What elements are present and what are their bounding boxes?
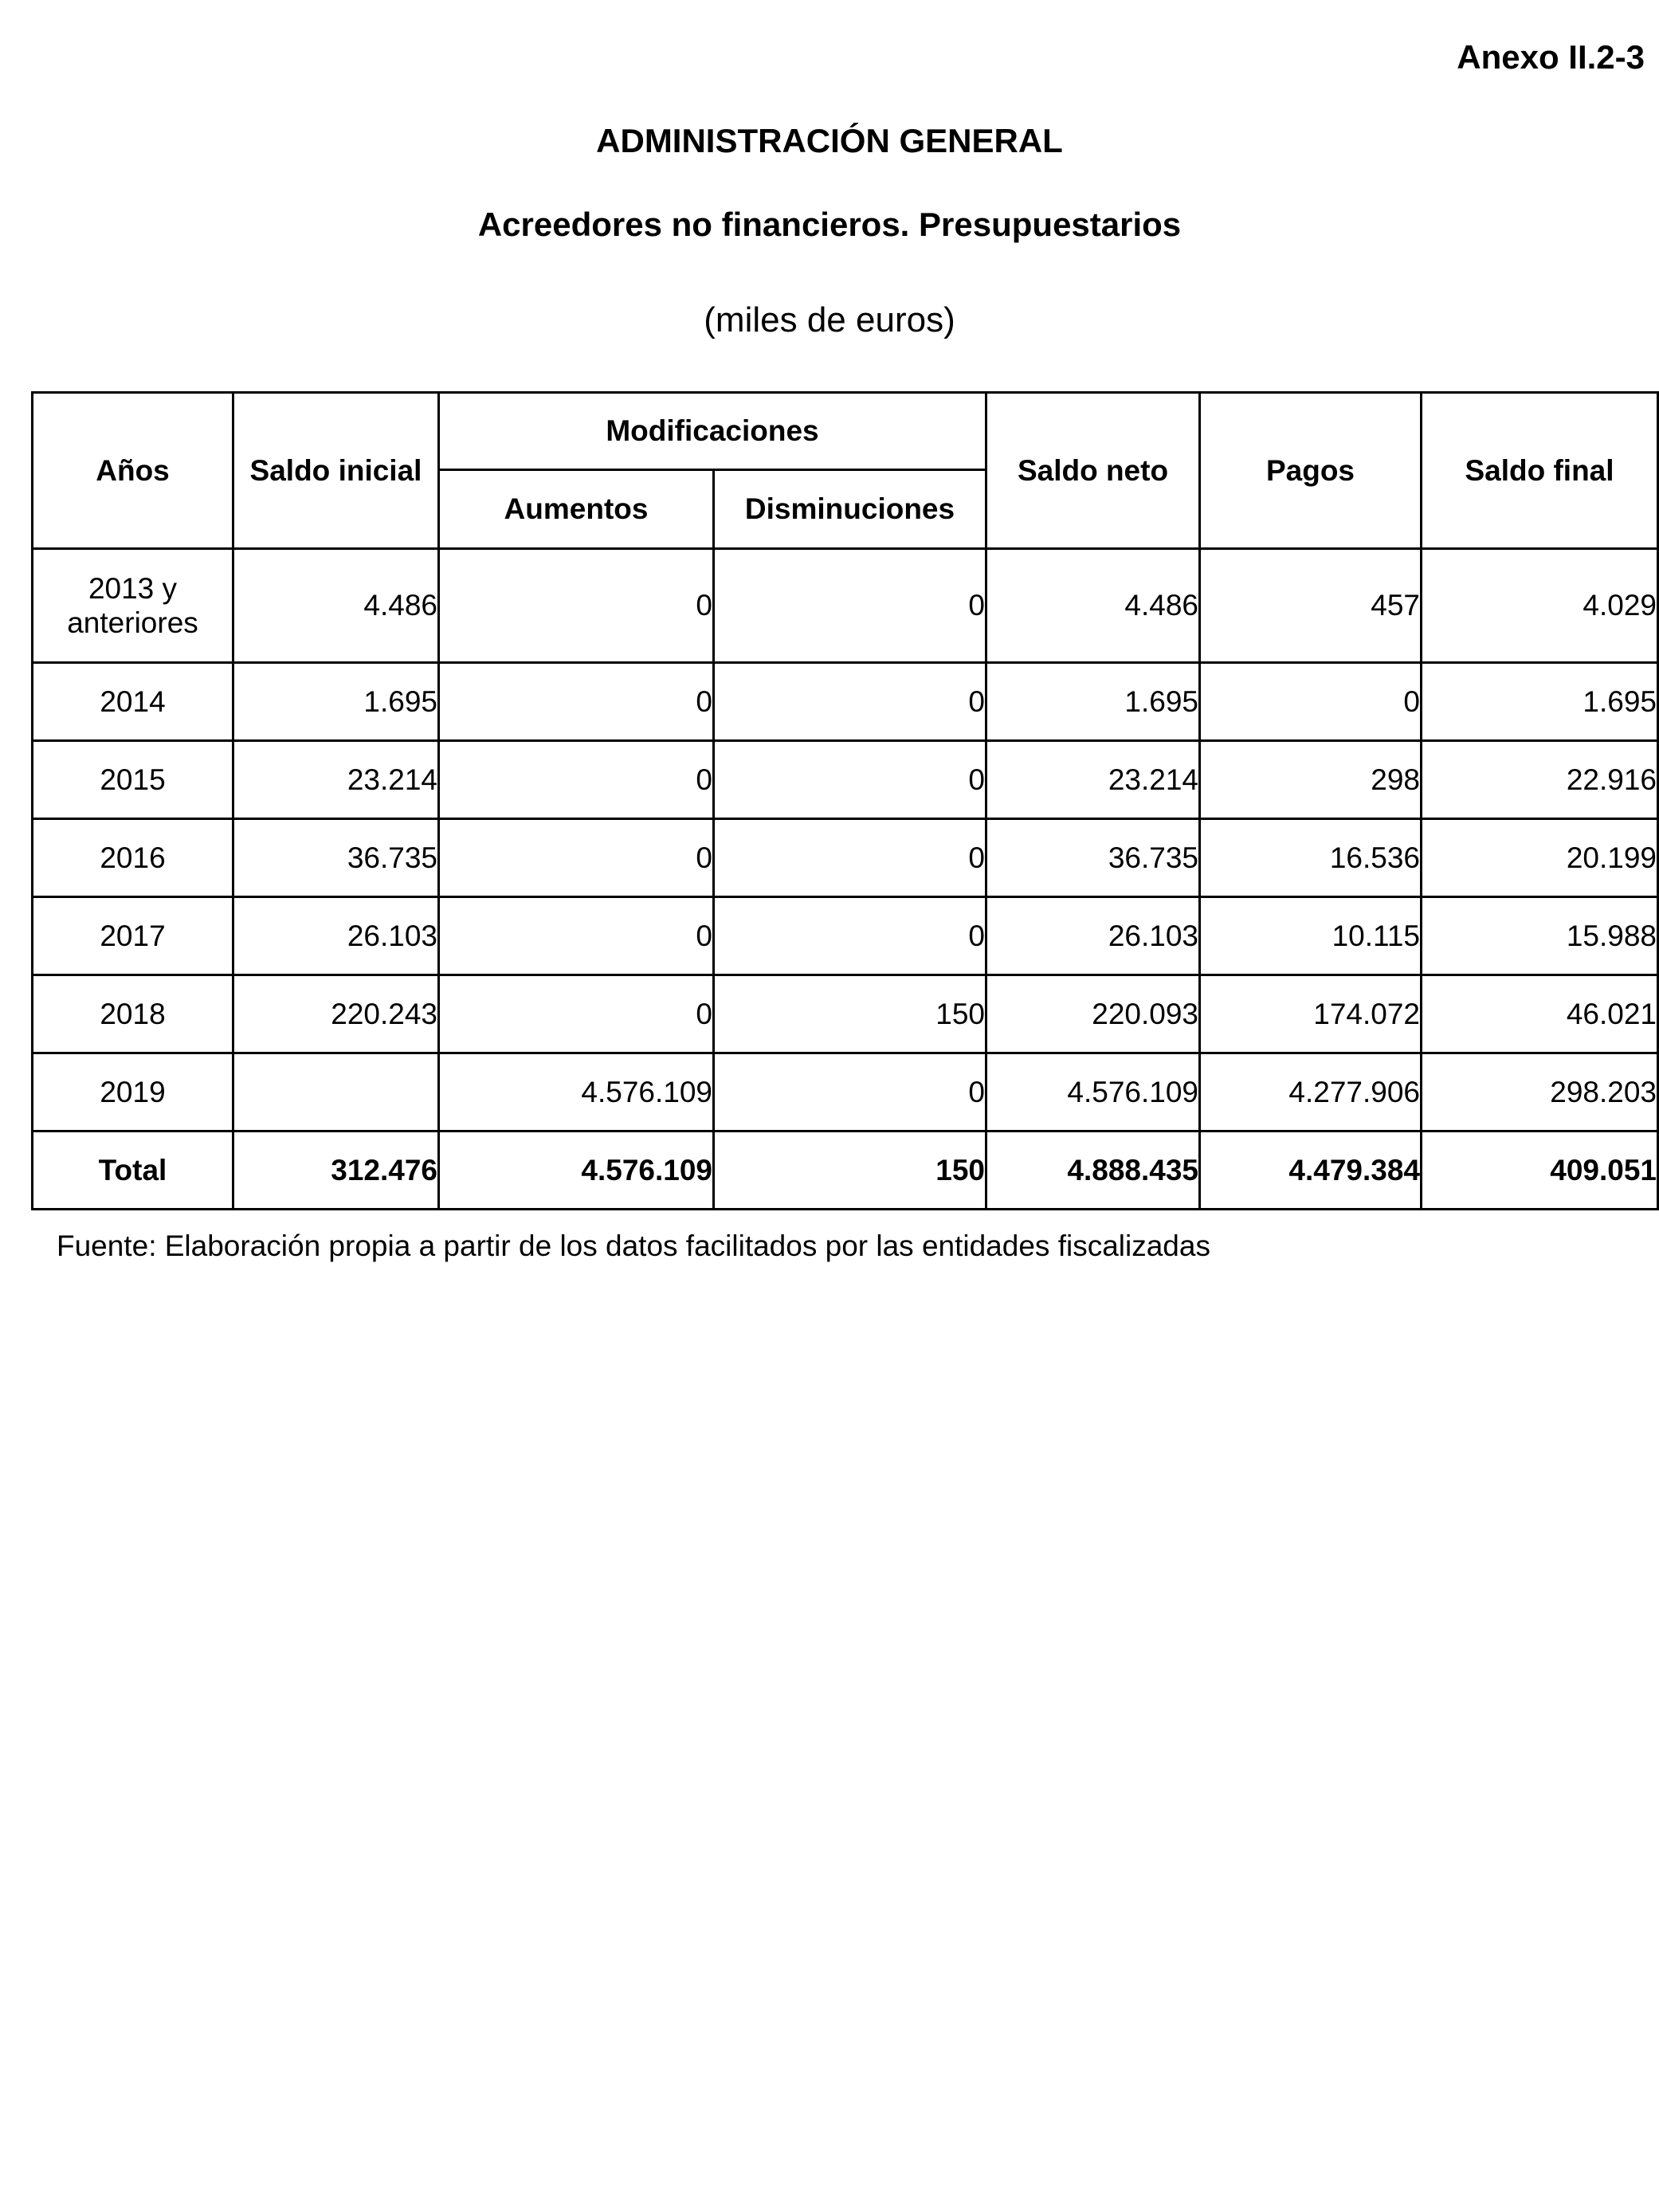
saldo-final-cell: 22.916 [1422, 741, 1658, 819]
table-row [33, 975, 1658, 1053]
year-cell: 2017 [33, 897, 233, 975]
disminuciones-cell: 0 [714, 663, 986, 741]
aumentos-cell: 0 [439, 549, 714, 663]
disminuciones-cell: 0 [714, 549, 986, 663]
saldo-final-cell: 4.029 [1422, 549, 1658, 663]
saldo-neto-cell: 36.735 [986, 819, 1200, 897]
units-label: (miles de euros) [704, 300, 955, 339]
saldo-final-cell: 298.203 [1422, 1053, 1658, 1131]
disminuciones-cell: 0 [714, 819, 986, 897]
total-saldo-inicial: 312.476 [233, 1131, 439, 1210]
saldo-neto-cell: 1.695 [986, 663, 1200, 741]
col-header-years: Años [33, 393, 233, 549]
disminuciones-cell: 0 [714, 1053, 986, 1131]
pagos-cell: 10.115 [1200, 897, 1422, 975]
col-header-modificaciones: Modificaciones [439, 393, 986, 470]
annex-label: Anexo II.2-3 [1457, 38, 1645, 76]
pagos-cell: 298 [1200, 741, 1422, 819]
col-header-saldo-neto: Saldo neto [986, 393, 1200, 549]
page-title: ADMINISTRACIÓN GENERAL [596, 122, 1063, 159]
aumentos-cell: 0 [439, 741, 714, 819]
source-note: Fuente: Elaboración propia a partir de los datos facilitados por las entidades fiscalizadas [57, 1230, 1210, 1262]
col-header-saldo-inicial: Saldo inicial [233, 393, 439, 549]
disminuciones-cell: 0 [714, 741, 986, 819]
year-line-1: 2013 y [88, 572, 178, 605]
pagos-cell: 174.072 [1200, 975, 1422, 1053]
aumentos-cell: 0 [439, 975, 714, 1053]
pagos-cell: 457 [1200, 549, 1422, 663]
saldo-inicial-cell: 26.103 [233, 897, 439, 975]
total-row [33, 1131, 1658, 1210]
year-line-2: anteriores [67, 606, 198, 639]
year-cell: 2019 [33, 1053, 233, 1131]
col-header-pagos: Pagos [1200, 393, 1422, 549]
table-row [33, 549, 1658, 663]
aumentos-cell: 0 [439, 897, 714, 975]
year-cell: 2014 [33, 663, 233, 741]
pagos-cell: 4.277.906 [1200, 1053, 1422, 1131]
table-row [33, 741, 1658, 819]
saldo-neto-cell: 26.103 [986, 897, 1200, 975]
aumentos-cell: 0 [439, 663, 714, 741]
col-header-aumentos: Aumentos [439, 470, 714, 549]
saldo-final-cell: 46.021 [1422, 975, 1658, 1053]
total-saldo-neto: 4.888.435 [986, 1131, 1200, 1210]
year-cell [33, 549, 233, 663]
disminuciones-cell: 150 [714, 975, 986, 1053]
saldo-final-cell: 15.988 [1422, 897, 1658, 975]
total-saldo-final: 409.051 [1422, 1131, 1658, 1210]
col-header-saldo-final: Saldo final [1422, 393, 1658, 549]
header-row [33, 393, 1658, 470]
page-subtitle: Acreedores no financieros. Presupuestarios [477, 206, 1182, 243]
total-pagos: 4.479.384 [1200, 1131, 1422, 1210]
year-cell: 2015 [33, 741, 233, 819]
saldo-final-cell: 20.199 [1422, 819, 1658, 897]
table-row [33, 663, 1658, 741]
pagos-cell: 16.536 [1200, 819, 1422, 897]
disminuciones-cell: 0 [714, 897, 986, 975]
saldo-neto-cell: 4.576.109 [986, 1053, 1200, 1131]
table-row [33, 1053, 1658, 1131]
saldo-inicial-cell: 36.735 [233, 819, 439, 897]
pagos-cell: 0 [1200, 663, 1422, 741]
col-header-disminuciones: Disminuciones [714, 470, 986, 549]
creditors-table [31, 391, 1659, 1210]
saldo-neto-cell: 220.093 [986, 975, 1200, 1053]
aumentos-cell: 4.576.109 [439, 1053, 714, 1131]
table-row [33, 897, 1658, 975]
saldo-neto-cell: 4.486 [986, 549, 1200, 663]
total-aumentos: 4.576.109 [439, 1131, 714, 1210]
total-disminuciones: 150 [714, 1131, 986, 1210]
saldo-inicial-cell: 23.214 [233, 741, 439, 819]
saldo-neto-cell: 23.214 [986, 741, 1200, 819]
saldo-inicial-cell: 4.486 [233, 549, 439, 663]
saldo-inicial-cell [233, 1053, 439, 1131]
total-label: Total [33, 1131, 233, 1210]
saldo-inicial-cell: 1.695 [233, 663, 439, 741]
saldo-inicial-cell: 220.243 [233, 975, 439, 1053]
year-cell: 2018 [33, 975, 233, 1053]
table-row [33, 819, 1658, 897]
aumentos-cell: 0 [439, 819, 714, 897]
year-cell: 2016 [33, 819, 233, 897]
saldo-final-cell: 1.695 [1422, 663, 1658, 741]
